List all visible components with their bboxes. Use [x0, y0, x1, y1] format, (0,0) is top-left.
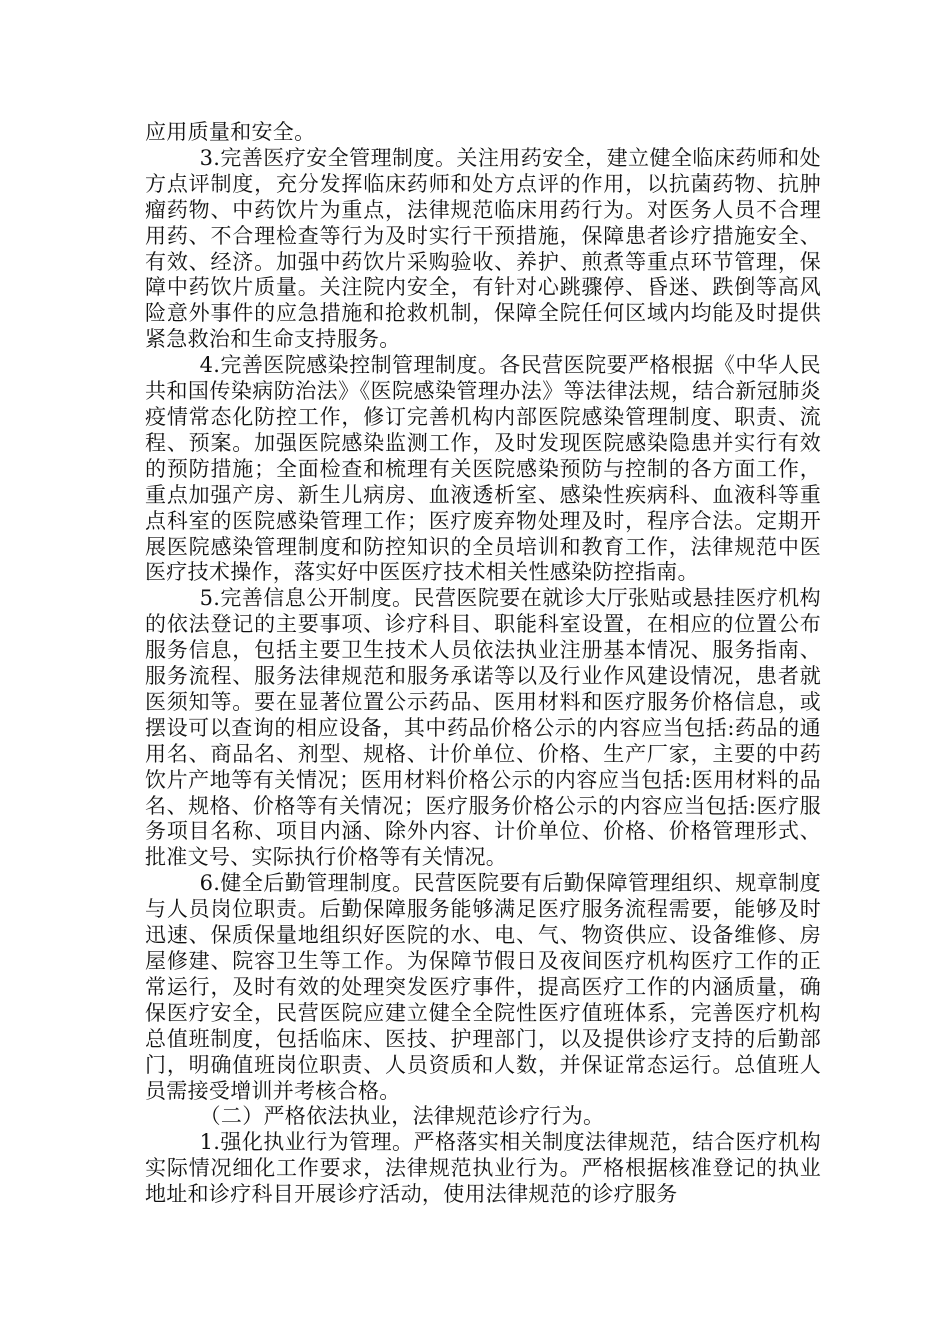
- paragraph-item-4: 4.完善医院感染控制管理制度。各民营医院要严格根据《中华人民共和国传染病防治法》《医院感染管理办法》等法律法规，结合新冠肺炎疫情常态化防控工作，修订完善机构内部医院感染管理制度、职责、流程、预案。加强医院感染监测工作，及时发现医院感染隐患并实行有效的预防措施；全面检查和梳理有关医院感染预防与控制的各方面工作，重点加强产房、新生儿病房、血液透析室、感染性疾病科、血液科等重点科室的医院感染管理工作；医疗废弃物处理及时，程序合法。定期开展医院感染管理制度和防控知识的全员培训和教育工作，法律规范中医医疗技术操作，落实好中医医疗技术相关性感染防控指南。: [145, 353, 821, 585]
- document-page: [145, 120, 821, 1208]
- paragraph-item-3: 3.完善医疗安全管理制度。关注用药安全，建立健全临床药师和处方点评制度，充分发挥临床药师和处方点评的作用，以抗菌药物、抗肿瘤药物、中药饮片为重点，法律规范临床用药行为。对医务人员不合理用药、不合理检查等行为及时实行干预措施，保障患者诊疗措施安全、有效、经济。加强中药饮片采购验收、养护、煎煮等重点环节管理，保障中药饮片质量。关注院内安全，有针对心跳骤停、昏迷、跌倒等高风险意外事件的应急措施和抢救机制，保障全院任何区域内均能及时提供紧急救治和生命支持服务。: [145, 145, 821, 352]
- section-heading: （二）严格依法执业，法律规范诊疗行为。: [199, 1104, 605, 1129]
- paragraph-item-6: 6.健全后勤管理制度。民营医院要有后勤保障管理组织、规章制度与人员岗位职责。后勤保障服务能够满足医疗服务流程需要，能够及时迅速、保质保量地组织好医院的水、电、气、物资供应、设备维修、房屋修建、院容卫生等工作。为保障节假日及夜间医疗机构医疗工作的正常运行，及时有效的处理突发医疗事件，提高医疗工作的内涵质量，确保医疗安全，民营医院应建立健全全院性医疗值班体系，完善医疗机构总值班制度，包括临床、医技、护理部门，以及提供诊疗支持的后勤部门，明确值班岗位职责、人员资质和人数，并保证常态运行。总值班人员需接受增训并考核合格。: [145, 871, 821, 1103]
- paragraph-item-5: 5.完善信息公开制度。民营医院要在就诊大厅张贴或悬挂医疗机构的依法登记的主要事项、诊疗科目、职能科室设置，在相应的位置公布服务信息，包括主要卫生技术人员依法执业注册基本情况、服务指南、服务流程、服务法律规范和服务承诺等以及行业作风建设情况，患者就医须知等。要在显著位置公示药品、医用材料和医疗服务价格信息，或摆设可以查询的相应设备，其中药品价格公示的内容应当包括:药品的通用名、商品名、剂型、规格、计价单位、价格、生产厂家，主要的中药饮片产地等有关情况；医用材料价格公示的内容应当包括:医用材料的品名、规格、价格等有关情况；医疗服务价格公示的内容应当包括:医疗服务项目名称、项目内涵、除外内容、计价单位、价格、价格管理形式、批准文号、实际执行价格等有关情况。: [145, 586, 821, 870]
- paragraph-continuation: 应用质量和安全。: [145, 120, 316, 144]
- paragraph-item-1: 1.强化执业行为管理。严格落实相关制度法律规范，结合医疗机构实际情况细化工作要求，法律规范执业行为。严格根据核准登记的执业地址和诊疗科目开展诊疗活动，使用法律规范的诊疗服务: [145, 1130, 821, 1207]
